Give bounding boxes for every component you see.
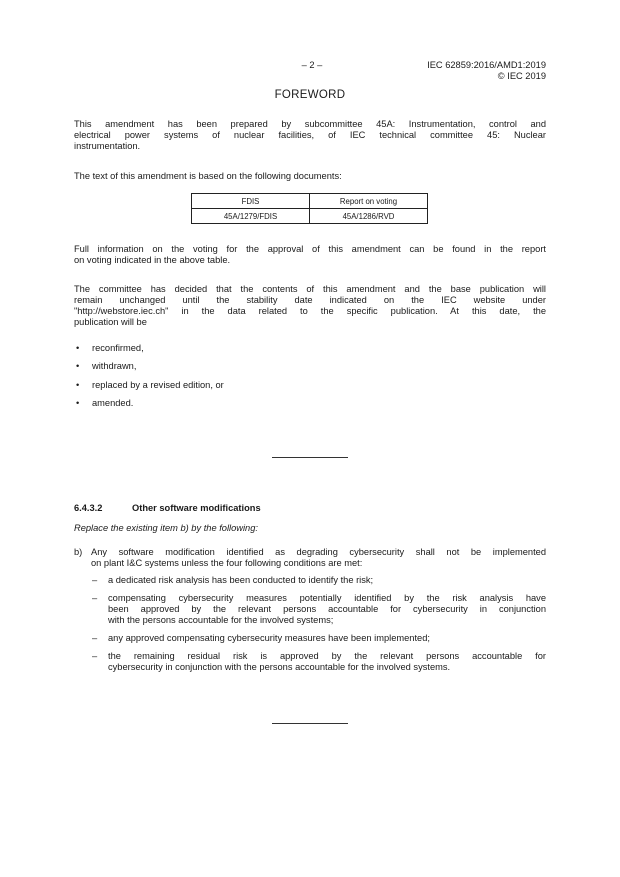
foreword-paragraph-1 <box>74 119 546 152</box>
dash-icon: – <box>92 651 98 661</box>
condition-text <box>108 651 546 673</box>
voting-documents-table <box>191 193 428 224</box>
text-line: on voting indicated in the above table. <box>74 255 231 265</box>
bullet-icon: • <box>76 397 80 408</box>
condition-text <box>108 575 546 586</box>
bullet-icon: • <box>76 343 80 353</box>
list-item-text: reconfirmed, <box>92 343 144 353</box>
text-line: the remaining residual risk is approved by the relevant persons accountable for <box>108 651 546 661</box>
text-line: with the persons accountable for the involved systems; <box>108 615 334 625</box>
list-item <box>74 361 546 379</box>
table-cell: 45A/1286/RVD <box>310 209 428 224</box>
table-header-row <box>192 194 428 209</box>
text-line: remain unchanged until the stability date indicated on the IEC website under <box>74 295 546 305</box>
text-line: "http://webstore.iec.ch" in the data related to the specific publication. At this date, the <box>74 306 546 316</box>
text-line: on plant I&C systems unless the four following conditions are met: <box>91 558 363 568</box>
table-header-cell: FDIS <box>192 194 310 209</box>
text-line: publication will be <box>74 317 147 327</box>
item-body <box>91 547 546 569</box>
dash-icon: – <box>92 575 98 585</box>
list-item <box>74 380 546 398</box>
foreword-paragraph-2 <box>74 171 546 182</box>
text-line: electrical power systems of nuclear facilities, of IEC technical committee 45: Nuclear <box>74 130 546 140</box>
item-label: b) <box>74 547 83 557</box>
text-line: This amendment has been prepared by subcommittee 45A: Instrumentation, control and <box>74 119 546 129</box>
section-heading <box>74 503 261 513</box>
section-number: 6.4.3.2 <box>74 503 103 513</box>
text-line: cybersecurity in conjunction with the persons accountable for the involved systems. <box>108 662 451 672</box>
copyright-notice: © IEC 2019 <box>497 71 546 81</box>
dash-icon: – <box>92 593 98 603</box>
text-line: compensating cybersecurity measures potentially identified by the risk analysis have <box>108 593 546 603</box>
text-line: The text of this amendment is based on the following documents: <box>74 171 342 181</box>
list-item-text: amended. <box>92 397 134 408</box>
section-divider <box>272 457 348 458</box>
table-header-cell: Report on voting <box>310 194 428 209</box>
list-item <box>74 398 546 416</box>
bullet-icon: • <box>76 361 80 372</box>
dash-icon: – <box>92 633 98 643</box>
page-number: – 2 – <box>301 60 323 70</box>
text-line: instrumentation. <box>74 141 141 151</box>
text-line: Full information on the voting for the approval of this amendment can be found in the report <box>74 244 546 254</box>
list-item-text: replaced by a revised edition, or <box>92 379 224 390</box>
table-row <box>192 209 428 224</box>
condition-text <box>108 593 546 626</box>
foreword-paragraph-4 <box>74 284 546 328</box>
text-line: been approved by the relevant persons accountable for cybersecurity in conjunction <box>108 604 546 614</box>
text-line: Any software modification identified as degrading cybersecurity shall not be implemented <box>91 547 546 557</box>
publication-outcome-list <box>74 343 546 416</box>
amendment-instruction: Replace the existing item b) by the following: <box>74 523 258 533</box>
end-divider <box>272 723 348 724</box>
text-line: a dedicated risk analysis has been conducted to identify the risk; <box>108 575 374 585</box>
table-cell: 45A/1279/FDIS <box>192 209 310 224</box>
document-id: IEC 62859:2016/AMD1:2019 <box>427 60 546 70</box>
bullet-icon: • <box>76 379 80 390</box>
list-item <box>74 343 546 361</box>
condition-text <box>108 633 546 644</box>
foreword-title: FOREWORD <box>274 89 346 101</box>
text-line: any approved compensating cybersecurity measures have been implemented; <box>108 633 430 643</box>
list-item-text: withdrawn, <box>92 361 137 372</box>
section-title: Other software modifications <box>132 503 261 513</box>
text-line: The committee has decided that the contents of this amendment and the base publication will <box>74 284 546 294</box>
foreword-paragraph-3 <box>74 244 546 266</box>
